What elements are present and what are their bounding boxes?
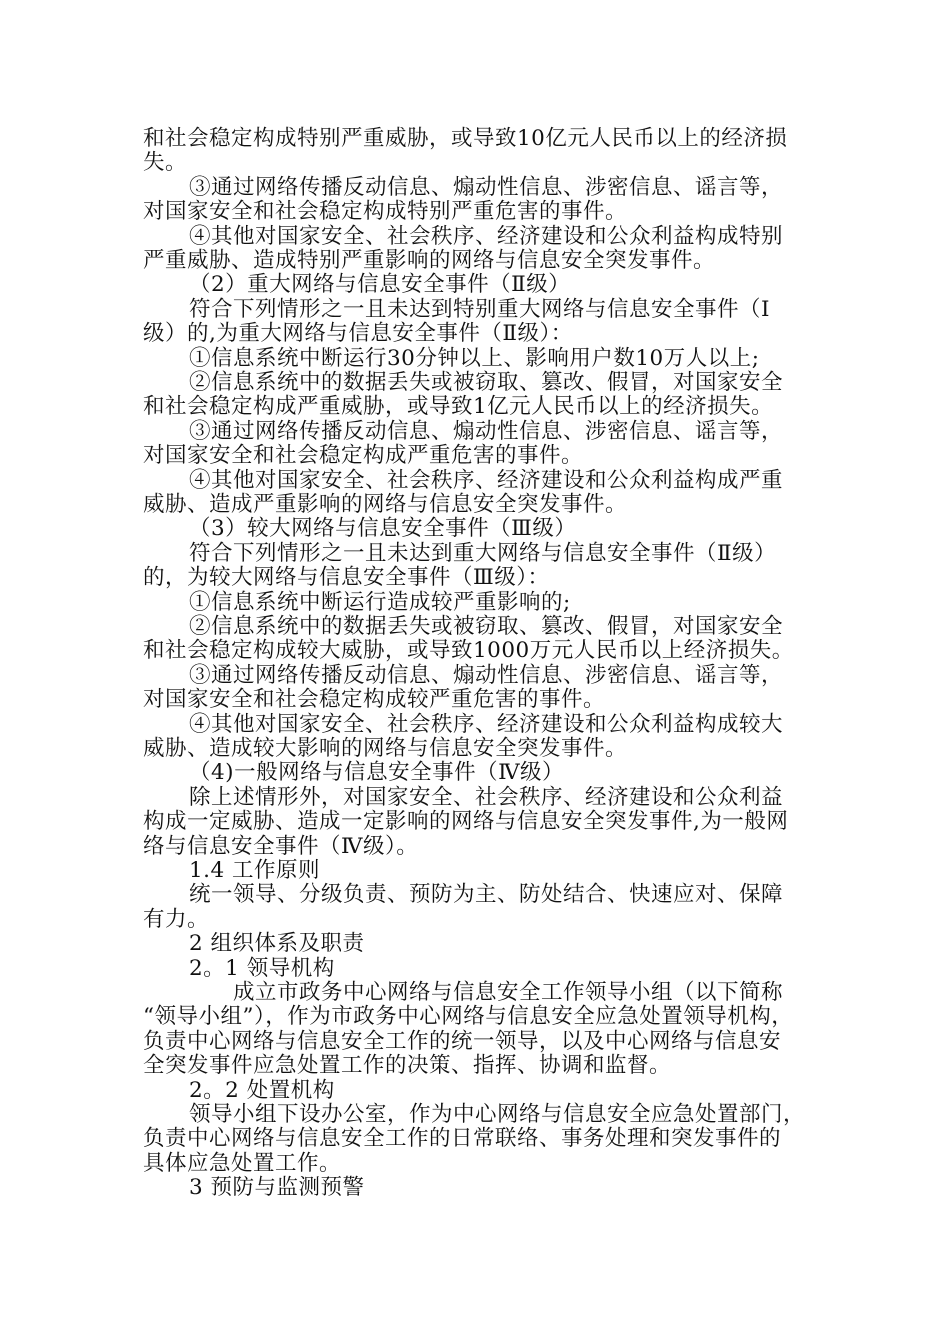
- text-line-body: 对国家安全和社会稳定构成严重危害的事件。: [143, 443, 584, 469]
- text-line-body: 符合下列情形之一且未达到特别重大网络与信息安全事件（Ⅰ: [189, 296, 770, 322]
- text-line-list-item: ④其他对国家安全、社会秩序、经济建设和公众利益构成较大: [189, 711, 784, 737]
- text-line-body: 成立市政务中心网络与信息安全工作领导小组（以下简称: [233, 980, 784, 1005]
- text-line-heading: 2。1 领导机构: [189, 955, 335, 981]
- text-line-list-item: ①信息系统中断运行造成较严重影响的;: [189, 589, 571, 615]
- text-line-body: 统一领导、分级负责、预防为主、防处结合、快速应对、保障: [189, 882, 784, 908]
- text-line-body: 负责中心网络与信息安全工作的日常联络、事务处理和突发事件的: [143, 1126, 782, 1152]
- text-line-subheading: （2）重大网络与信息安全事件（Ⅱ级）: [189, 272, 571, 298]
- text-line-heading: 3 预防与监测预警: [189, 1175, 365, 1201]
- text-line-list-item: ①信息系统中断运行30分钟以上、影响用户数10万人以上;: [189, 345, 760, 371]
- text-line-subheading: （3）较大网络与信息安全事件（Ⅲ级）: [189, 516, 577, 542]
- text-line-body: 构成一定威胁、造成一定影响的网络与信息安全突发事件,为一般网: [143, 809, 789, 835]
- text-line-body: 和社会稳定构成严重威胁，或导致1亿元人民币以上的经济损失。: [143, 394, 774, 420]
- text-line-body: 对国家安全和社会稳定构成较严重危害的事件。: [143, 687, 606, 713]
- text-line-subheading: （4)一般网络与信息安全事件（Ⅳ级）: [189, 760, 565, 786]
- text-line-list-item: ②信息系统中的数据丢失或被窃取、篡改、假冒，对国家安全: [189, 614, 784, 639]
- text-line-heading: 2 组织体系及职责: [189, 931, 365, 957]
- text-line-body: 失。: [143, 150, 188, 176]
- text-line-list-item: ③通过网络传播反动信息、煽动性信息、涉密信息、谣言等，: [189, 662, 784, 688]
- text-line-body: 威胁、造成严重影响的网络与信息安全突发事件。: [143, 492, 628, 517]
- text-line-body: 符合下列情形之一且未达到重大网络与信息安全事件（Ⅱ级）: [189, 540, 777, 566]
- text-line-list-item: ③通过网络传播反动信息、煽动性信息、涉密信息、谣言等，: [189, 418, 784, 444]
- text-line-body: 和社会稳定构成较大威胁，或导致1000万元人民币以上经济损失。: [143, 638, 794, 664]
- text-line-body: 全突发事件应急处置工作的决策、指挥、协调和监督。: [143, 1053, 672, 1079]
- text-line-list-item: ④其他对国家安全、社会秩序、经济建设和公众利益构成特别: [189, 223, 784, 249]
- text-line-body: “领导小组”），作为市政务中心网络与信息安全应急处置领导机构，: [143, 1004, 794, 1030]
- text-line-body: 有力。: [143, 906, 210, 932]
- text-line-body: 除上述情形外，对国家安全、社会秩序、经济建设和公众利益: [189, 784, 784, 810]
- text-line-body: 对国家安全和社会稳定构成特别严重危害的事件。: [143, 199, 628, 225]
- text-line-list-item: ③通过网络传播反动信息、煽动性信息、涉密信息、谣言等，: [189, 174, 784, 200]
- text-line-body: 负责中心网络与信息安全工作的统一领导，以及中心网络与信息安: [143, 1028, 782, 1054]
- text-line-list-item: ④其他对国家安全、社会秩序、经济建设和公众利益构成严重: [189, 467, 784, 493]
- text-line-body: 具体应急处置工作。: [143, 1150, 342, 1176]
- text-line-list-item: ②信息系统中的数据丢失或被窃取、篡改、假冒，对国家安全: [189, 370, 784, 395]
- text-line-body: 领导小组下设办公室，作为中心网络与信息安全应急处置部门，: [189, 1102, 806, 1127]
- text-line-heading: 1.4 工作原则: [189, 858, 321, 883]
- text-line-heading: 2。2 处置机构: [189, 1077, 335, 1103]
- text-line-body: 和社会稳定构成特别严重威胁，或导致10亿元人民币以上的经济损: [143, 126, 788, 151]
- text-line-body: 级）的,为重大网络与信息安全事件（Ⅱ级）：: [143, 321, 573, 347]
- text-line-body: 严重威胁、造成特别严重影响的网络与信息安全突发事件。: [143, 248, 716, 273]
- text-line-body: 威胁、造成较大影响的网络与信息安全突发事件。: [143, 736, 628, 761]
- text-line-body: 的，为较大网络与信息安全事件（Ⅲ级）：: [143, 565, 550, 591]
- text-line-body: 络与信息安全事件（Ⅳ级）。: [143, 833, 419, 859]
